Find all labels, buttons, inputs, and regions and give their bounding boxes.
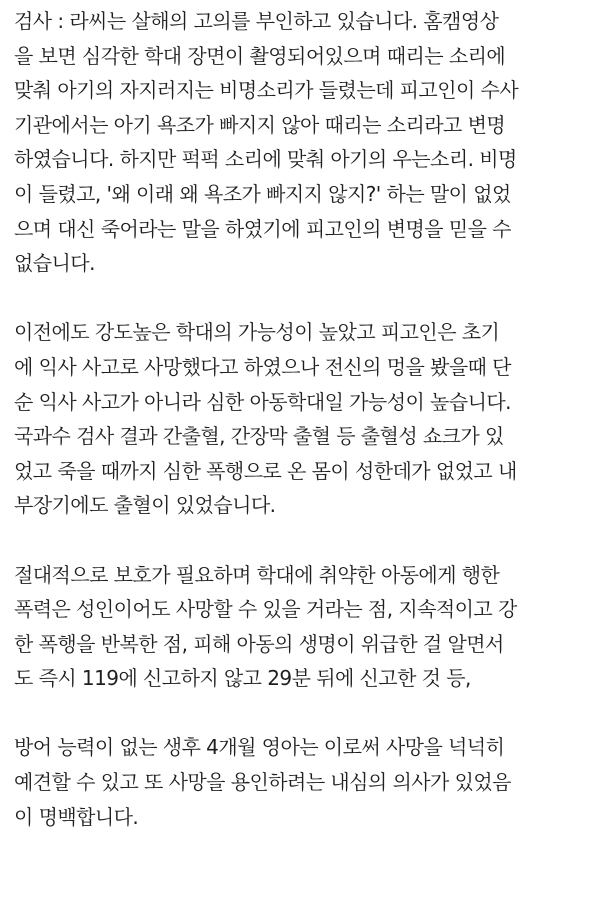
paragraph-violence-reasons: [14, 558, 586, 696]
text-line: 한 폭행을 반복한 점, 피해 아동의 생명이 위급한 걸 알면서: [14, 631, 504, 656]
paragraph-prior-abuse: [14, 315, 586, 523]
text-line: 기관에서는 아기 욕조가 빠지지 않아 때리는 소리라고 변명: [14, 112, 506, 137]
text-line: 부장기에도 출혈이 있었습니다.: [14, 493, 276, 518]
text-line: 하였습니다. 하지만 퍽퍽 소리에 맞춰 아기의 우는소리. 비명: [14, 147, 517, 172]
text-line: 폭력은 성인이어도 사망할 수 있을 거라는 점, 지속적이고 강: [14, 597, 517, 622]
text-line: 방어 능력이 없는 생후 4개월 영아는 이로써 사망을 넉넉히: [14, 735, 505, 760]
paragraph-spacer: [14, 523, 586, 558]
text-line: 검사 : 라씨는 살해의 고의를 부인하고 있습니다. 홈캠영상: [14, 9, 499, 33]
text-line: 국과수 검사 결과 간출혈, 간장막 출혈 등 출혈성 쇼크가 있: [14, 424, 504, 449]
text-line: 을 보면 심각한 학대 장면이 촬영되어있으며 때리는 소리에: [14, 43, 506, 68]
text-line: 었고 죽을 때까지 심한 폭행으로 온 몸이 성한데가 없었고 내: [14, 458, 517, 483]
paragraph-prosecutor-statement: [14, 4, 586, 281]
text-line: 도 즉시 119에 신고하지 않고 29분 뒤에 신고한 것 등,: [14, 666, 471, 691]
text-line: 에 익사 사고로 사망했다고 하였으나 전신의 멍을 봤을때 단: [14, 354, 511, 379]
text-line: 순 익사 사고가 아니라 심한 아동학대일 가능성이 높습니다.: [14, 389, 511, 414]
paragraph-spacer: [14, 696, 586, 731]
paragraph-conclusion: [14, 730, 586, 834]
paragraph-spacer: [14, 281, 586, 316]
text-line: 으며 대신 죽어라는 말을 하였기에 피고인의 변명을 믿을 수: [14, 216, 511, 241]
text-line: 절대적으로 보호가 필요하며 학대에 취약한 아동에게 행한: [14, 562, 500, 587]
text-line: 맞춰 아기의 자지러지는 비명소리가 들렸는데 피고인이 수사: [14, 78, 519, 103]
text-line: 예견할 수 있고 또 사망을 용인하려는 내심의 의사가 있었음: [14, 770, 511, 795]
text-line: 이전에도 강도높은 학대의 가능성이 높았고 피고인은 초기: [14, 320, 500, 345]
text-line: 이 명백합니다.: [14, 804, 139, 829]
text-line: 없습니다.: [14, 251, 95, 276]
text-line: 이 들렸고, '왜 이래 왜 욕조가 빠지지 않지?' 하는 말이 없었: [14, 181, 511, 206]
